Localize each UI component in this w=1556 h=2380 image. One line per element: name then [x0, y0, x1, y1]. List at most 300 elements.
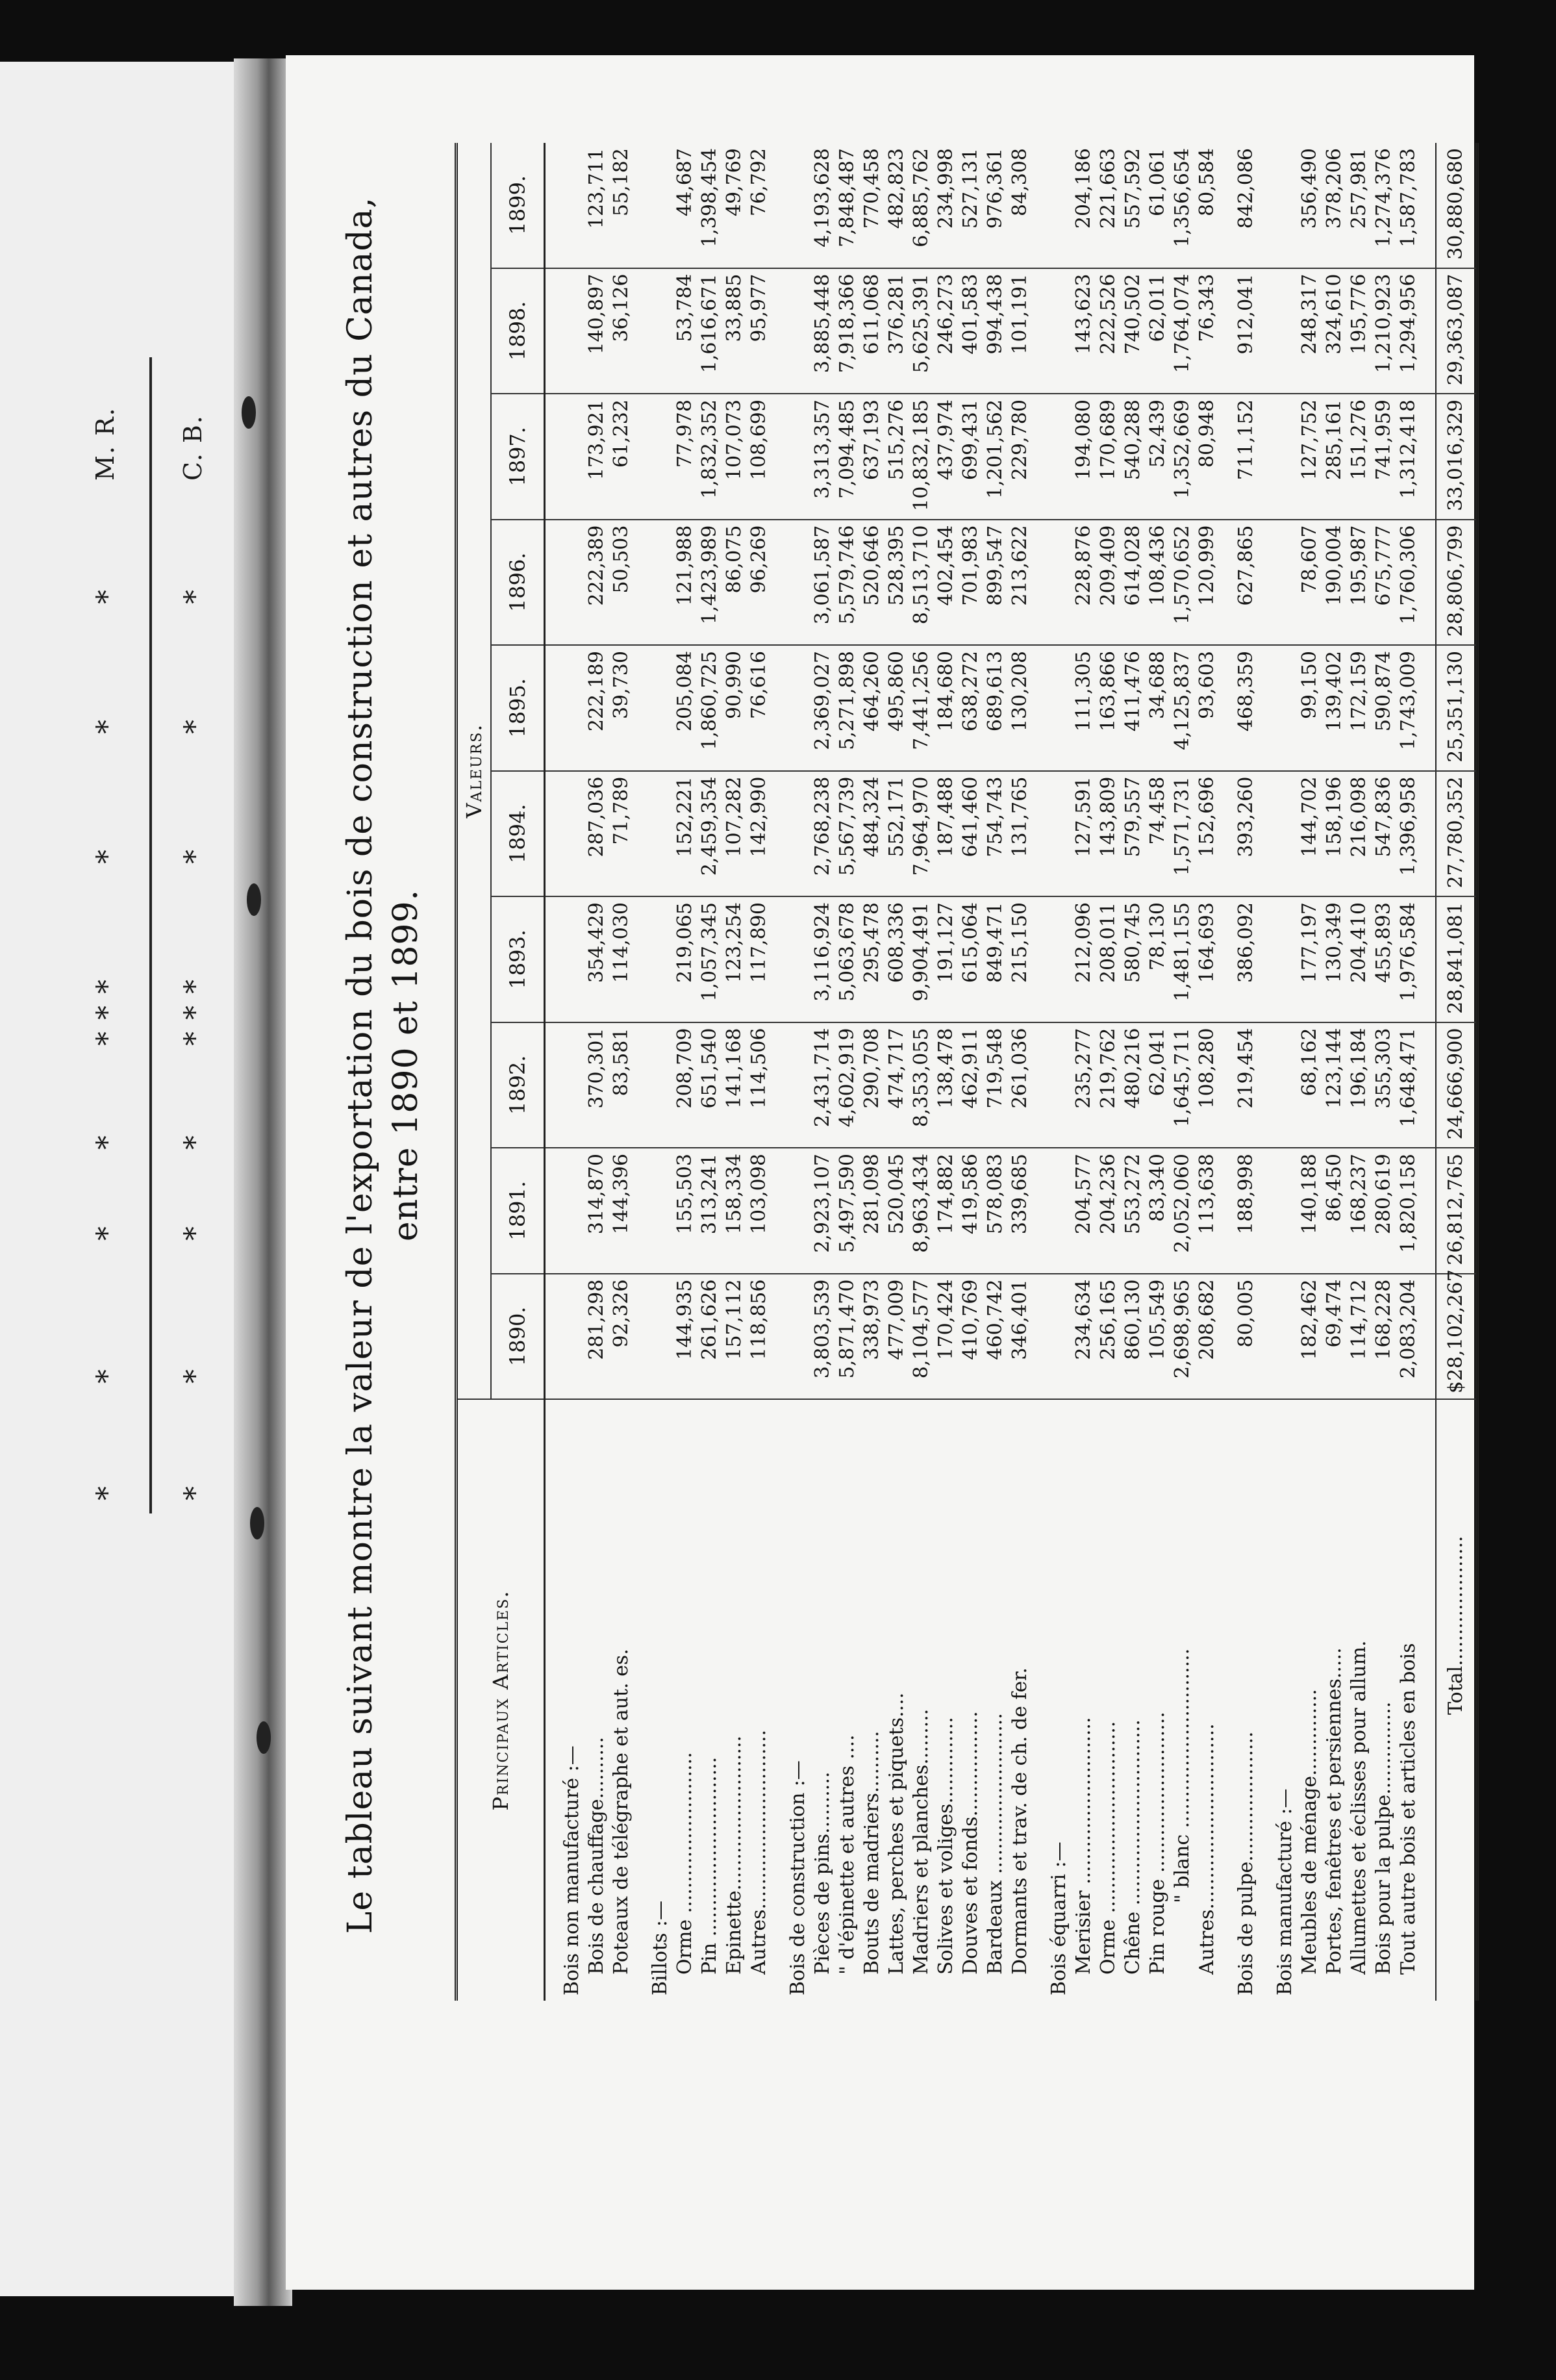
spacer-cell — [545, 645, 560, 771]
spacer-cell — [1220, 771, 1234, 897]
value-cell: 204,236 — [1096, 1148, 1121, 1274]
total-amount: 27,780,352 — [1444, 776, 1467, 889]
value-cell: 212,096 — [1072, 896, 1096, 1022]
value-cell: 701,983 — [959, 520, 983, 646]
spacer-cell — [1220, 645, 1234, 771]
row-label: Solives et voliges.............. — [935, 1717, 957, 1975]
value-cell: 557,592 — [1121, 143, 1146, 268]
spacer-cell — [1259, 520, 1273, 646]
table-row — [560, 143, 584, 2001]
value-cell: 455,893 — [1372, 896, 1396, 1022]
value-cell: 71,789 — [609, 771, 634, 897]
binding-stitch — [250, 1507, 264, 1539]
article-header: Principaux Articles. — [457, 1399, 545, 2001]
value-cell: 62,041 — [1146, 1022, 1170, 1148]
value-cell: 174,882 — [934, 1148, 959, 1274]
value-cell: 69,474 — [1322, 1274, 1347, 1400]
value-cell — [648, 1022, 673, 1148]
value-cell: 770,458 — [860, 143, 885, 268]
value-cell: 5,567,739 — [835, 771, 860, 897]
value-cell: 2,052,060 — [1170, 1148, 1195, 1274]
value-cell: 4,125,837 — [1170, 645, 1195, 771]
value-cell — [1273, 1022, 1298, 1148]
value-cell — [1047, 1274, 1072, 1400]
value-cell — [786, 268, 810, 394]
table-row — [584, 143, 609, 2001]
value-cell: 355,303 — [1372, 1022, 1396, 1148]
value-cell: 55,182 — [609, 143, 634, 268]
row-label: Bardeaux .......................... — [984, 1713, 1007, 1975]
value-cell — [786, 520, 810, 646]
table-row — [959, 143, 983, 2001]
value-cell: 611,068 — [860, 268, 885, 394]
binding-stitch — [247, 883, 261, 916]
value-cell: 6,885,762 — [909, 143, 934, 268]
value-cell: 324,610 — [1322, 268, 1347, 394]
value-cell: 50,503 — [609, 520, 634, 646]
value-cell — [1047, 896, 1072, 1022]
value-cell: 741,959 — [1372, 394, 1396, 520]
value-cell: 1,820,158 — [1396, 1148, 1421, 1274]
value-cell: 257,981 — [1347, 143, 1372, 268]
value-cell: 107,282 — [722, 771, 747, 897]
value-cell: 235,277 — [1072, 1022, 1096, 1148]
value-cell — [1273, 394, 1298, 520]
value-cell: 111,305 — [1072, 645, 1096, 771]
value-cell — [648, 771, 673, 897]
value-cell: 219,762 — [1096, 1022, 1121, 1148]
star: * — [91, 590, 124, 604]
value-cell: 208,682 — [1195, 1274, 1220, 1400]
value-cell: 108,436 — [1146, 520, 1170, 646]
spacer-cell — [1421, 771, 1436, 897]
value-cell: 10,832,185 — [909, 394, 934, 520]
value-cell: 234,998 — [934, 143, 959, 268]
value-cell: 215,150 — [1008, 896, 1033, 1022]
spacer-cell — [545, 771, 560, 897]
spacer-cell — [1033, 394, 1047, 520]
value-cell: 354,429 — [584, 896, 609, 1022]
table-row — [1322, 143, 1347, 2001]
row-label: Epinette......................... — [723, 1735, 746, 1975]
value-cell: 170,689 — [1096, 394, 1121, 520]
value-cell: 182,462 — [1298, 1274, 1322, 1400]
value-cell: 527,131 — [959, 143, 983, 268]
table-row — [1195, 143, 1220, 2001]
value-cell — [786, 1274, 810, 1400]
value-cell: 419,586 — [959, 1148, 983, 1274]
value-cell: 1,587,783 — [1396, 143, 1421, 268]
value-cell: 158,334 — [722, 1148, 747, 1274]
value-cell: 222,389 — [584, 520, 609, 646]
table-row — [673, 143, 697, 2001]
table-row — [1170, 143, 1195, 2001]
currency-symbol: $ — [1444, 1380, 1467, 1394]
star: * — [91, 1006, 124, 1020]
value-cell — [648, 1274, 673, 1400]
value-cell — [1273, 771, 1298, 897]
value-cell: 637,193 — [860, 394, 885, 520]
spacer-cell — [1421, 1399, 1436, 2001]
value-cell: 114,506 — [747, 1022, 772, 1148]
table-row — [885, 143, 909, 2001]
value-cell: 123,711 — [584, 143, 609, 268]
star: * — [91, 1135, 124, 1150]
value-cell: 1,398,454 — [697, 143, 722, 268]
total-value — [1436, 1148, 1477, 1274]
table-title — [338, 110, 429, 2020]
value-cell: 1,057,345 — [697, 896, 722, 1022]
spacer-cell — [1220, 896, 1234, 1022]
value-cell — [786, 394, 810, 520]
value-cell: 976,361 — [983, 143, 1008, 268]
row-label: Allumettes et éclisses pour allum. — [1348, 1640, 1370, 1975]
spacer-cell — [1421, 1022, 1436, 1148]
value-cell — [560, 268, 584, 394]
value-cell: 222,189 — [584, 645, 609, 771]
value-cell: 204,186 — [1072, 143, 1096, 268]
spacer-cell — [545, 520, 560, 646]
spacer-cell — [1259, 394, 1273, 520]
table-row — [909, 143, 934, 2001]
table-row — [810, 143, 835, 2001]
spacer-cell — [1259, 268, 1273, 394]
value-cell: 1,210,923 — [1372, 268, 1396, 394]
row-label: Douves et fonds................. — [959, 1711, 982, 1975]
value-cell: 8,353,055 — [909, 1022, 934, 1148]
value-cell: 547,836 — [1372, 771, 1396, 897]
value-cell — [786, 645, 810, 771]
year-header: 1896. — [491, 520, 545, 646]
table-row — [1072, 143, 1096, 2001]
value-cell: 402,454 — [934, 520, 959, 646]
value-cell: 113,638 — [1195, 1148, 1220, 1274]
value-cell: 83,581 — [609, 1022, 634, 1148]
value-cell: 216,098 — [1347, 771, 1372, 897]
row-label: Dormants et trav. de ch. de fer. — [1009, 1667, 1031, 1975]
total-value — [1436, 1269, 1477, 1400]
value-cell: 96,269 — [747, 520, 772, 646]
value-cell: 39,730 — [609, 645, 634, 771]
value-cell: 468,359 — [1234, 645, 1259, 771]
value-cell: 614,028 — [1121, 520, 1146, 646]
value-cell — [1047, 268, 1072, 394]
value-cell: 899,547 — [983, 520, 1008, 646]
value-cell: 370,301 — [584, 1022, 609, 1148]
value-cell: 638,272 — [959, 645, 983, 771]
spacer-cell — [1259, 143, 1273, 268]
value-cell — [648, 394, 673, 520]
value-cell: 2,923,107 — [810, 1148, 835, 1274]
value-cell: 287,036 — [584, 771, 609, 897]
value-cell: 121,988 — [673, 520, 697, 646]
year-header: 1899. — [491, 143, 545, 268]
value-cell: 295,478 — [860, 896, 885, 1022]
value-cell: 1,312,418 — [1396, 394, 1421, 520]
star: * — [179, 1486, 212, 1500]
row-label: Madriers et planches......... — [910, 1708, 933, 1975]
spacer-cell — [1033, 645, 1047, 771]
spacer-cell — [1259, 1274, 1273, 1400]
value-cell: 7,094,485 — [835, 394, 860, 520]
spacer-cell — [634, 394, 648, 520]
value-cell: 699,431 — [959, 394, 983, 520]
value-cell: 437,974 — [934, 394, 959, 520]
value-cell: 152,696 — [1195, 771, 1220, 897]
spacer-row — [634, 143, 648, 2001]
value-cell: 1,396,958 — [1396, 771, 1421, 897]
table-row — [860, 143, 885, 2001]
value-cell: 78,607 — [1298, 520, 1322, 646]
value-cell: 168,228 — [1372, 1274, 1396, 1400]
value-cell: 339,685 — [1008, 1148, 1033, 1274]
value-cell: 140,897 — [584, 268, 609, 394]
table-row — [1372, 143, 1396, 2001]
value-cell: 80,584 — [1195, 143, 1220, 268]
value-cell: 411,476 — [1121, 645, 1146, 771]
value-cell: 578,083 — [983, 1148, 1008, 1274]
value-cell — [648, 645, 673, 771]
row-label: Autres............................. — [747, 1729, 770, 1975]
row-label: Bouts de madriers.......... — [860, 1730, 883, 1975]
title-line-2: entre 1890 et 1899. — [386, 889, 425, 1242]
fragment-star-row-2 — [179, 357, 218, 1513]
spacer-cell — [545, 143, 560, 268]
total-amount: 25,351,130 — [1444, 651, 1467, 763]
value-cell: 213,622 — [1008, 520, 1033, 646]
value-cell: 1,764,074 — [1170, 268, 1195, 394]
spacer-cell — [772, 268, 786, 394]
label-cb: C. B. — [179, 414, 207, 481]
value-cell: 540,288 — [1121, 394, 1146, 520]
value-cell — [1047, 1022, 1072, 1148]
row-label: Bois de chauffage.......... — [585, 1737, 608, 1975]
value-cell: 410,769 — [959, 1274, 983, 1400]
fragment-rule — [149, 357, 152, 1513]
value-cell: 3,061,587 — [810, 520, 835, 646]
value-cell — [786, 143, 810, 268]
value-cell: 93,603 — [1195, 645, 1220, 771]
value-cell: 651,540 — [697, 1022, 722, 1148]
value-cell: 170,424 — [934, 1274, 959, 1400]
table-row — [1298, 143, 1322, 2001]
row-label: Bois de construction :— — [786, 1760, 809, 1995]
row-label: Pièces de pins.......... — [811, 1771, 834, 1975]
value-cell: 9,904,491 — [909, 896, 934, 1022]
spacer-cell — [545, 394, 560, 520]
value-cell: 1,571,731 — [1170, 771, 1195, 897]
value-cell: 209,409 — [1096, 520, 1121, 646]
value-cell: 4,602,919 — [835, 1022, 860, 1148]
value-cell: 152,221 — [673, 771, 697, 897]
value-cell: 76,616 — [747, 645, 772, 771]
value-cell: 172,159 — [1347, 645, 1372, 771]
value-cell: 3,116,924 — [810, 896, 835, 1022]
value-cell: 1,645,711 — [1170, 1022, 1195, 1148]
value-cell: 3,803,539 — [810, 1274, 835, 1400]
spacer-cell — [634, 143, 648, 268]
value-cell: 194,080 — [1072, 394, 1096, 520]
value-cell: 1,352,669 — [1170, 394, 1195, 520]
spacer-cell — [772, 394, 786, 520]
year-header: 1890. — [491, 1274, 545, 1400]
spacer-cell — [772, 896, 786, 1022]
spacer-cell — [1033, 771, 1047, 897]
spacer-cell — [1259, 896, 1273, 1022]
value-cell: 740,502 — [1121, 268, 1146, 394]
value-cell: 1,423,989 — [697, 520, 722, 646]
value-cell: 52,439 — [1146, 394, 1170, 520]
value-cell: 204,577 — [1072, 1148, 1096, 1274]
value-cell — [560, 1022, 584, 1148]
value-cell: 378,206 — [1322, 143, 1347, 268]
value-cell: 2,369,027 — [810, 645, 835, 771]
spacer-cell — [1033, 1399, 1047, 2001]
spacer-cell — [772, 1399, 786, 2001]
total-amount: 28,841,081 — [1444, 902, 1467, 1014]
spacer-cell — [545, 1022, 560, 1148]
table-row — [1096, 143, 1121, 2001]
value-cell: 99,150 — [1298, 645, 1322, 771]
value-cell: 480,216 — [1121, 1022, 1146, 1148]
star: * — [91, 1369, 124, 1384]
value-cell: 1,832,352 — [697, 394, 722, 520]
star: * — [91, 980, 124, 994]
value-cell — [1273, 143, 1298, 268]
value-cell: 580,745 — [1121, 896, 1146, 1022]
spacer-cell — [1220, 268, 1234, 394]
value-cell: 190,004 — [1322, 520, 1347, 646]
value-cell: 675,777 — [1372, 520, 1396, 646]
star: * — [179, 590, 212, 604]
value-cell: 168,237 — [1347, 1148, 1372, 1274]
spacer-cell — [1421, 268, 1436, 394]
row-label: Pin rouge .......................... — [1146, 1712, 1169, 1975]
value-cell: 191,127 — [934, 896, 959, 1022]
spacer-cell — [545, 268, 560, 394]
value-cell: 1,860,725 — [697, 645, 722, 771]
value-cell: 3,313,357 — [810, 394, 835, 520]
row-label: Bois pour la pulpe............... — [1372, 1701, 1395, 1975]
value-cell: 608,336 — [885, 896, 909, 1022]
value-cell: 860,130 — [1121, 1274, 1146, 1400]
star: * — [91, 1032, 124, 1046]
value-cell: 80,005 — [1234, 1274, 1259, 1400]
spacer-cell — [634, 1399, 648, 2001]
spacer-row — [1421, 143, 1436, 2001]
spacer-row — [1259, 143, 1273, 2001]
value-cell: 4,193,628 — [810, 143, 835, 268]
value-cell: 8,963,434 — [909, 1148, 934, 1274]
value-cell: 158,196 — [1322, 771, 1347, 897]
year-header: 1898. — [491, 268, 545, 394]
total-amount: 24,666,900 — [1444, 1028, 1467, 1140]
value-cell: 290,708 — [860, 1022, 885, 1148]
total-row — [1436, 143, 1477, 2001]
spacer-cell — [772, 645, 786, 771]
table-row — [1121, 143, 1146, 2001]
row-label: Orme .......................... — [673, 1752, 696, 1975]
total-amount: 29,363,087 — [1444, 273, 1467, 386]
value-cell — [786, 896, 810, 1022]
total-value — [1436, 645, 1477, 771]
value-cell: 1,570,652 — [1170, 520, 1195, 646]
title-line-1: Le tableau suivant montre la valeur de l'exportation du bois de construction et autres du Canada, — [341, 196, 380, 1934]
value-cell: 285,161 — [1322, 394, 1347, 520]
spacer-cell — [1421, 520, 1436, 646]
value-cell: 2,768,238 — [810, 771, 835, 897]
value-cell: 228,876 — [1072, 520, 1096, 646]
star: * — [179, 1226, 212, 1241]
value-cell: 314,870 — [584, 1148, 609, 1274]
value-cell — [1047, 520, 1072, 646]
rotated-table-block — [325, 110, 1467, 2020]
spacer-cell — [772, 1148, 786, 1274]
table-row — [697, 143, 722, 2001]
value-cell: 44,687 — [673, 143, 697, 268]
value-cell: 53,784 — [673, 268, 697, 394]
spacer-cell — [1421, 645, 1436, 771]
spacer-cell — [772, 771, 786, 897]
value-cell — [648, 268, 673, 394]
total-amount: 26,812,765 — [1444, 1154, 1467, 1265]
row-label: Autres.............................. — [1196, 1723, 1218, 1975]
value-cell: 484,324 — [860, 771, 885, 897]
value-cell: 195,776 — [1347, 268, 1372, 394]
value-cell: 151,276 — [1347, 394, 1372, 520]
spacer-cell — [1259, 645, 1273, 771]
year-header: 1892. — [491, 1022, 545, 1148]
row-label: Bois équarri :— — [1048, 1842, 1070, 1995]
star: * — [179, 1032, 212, 1046]
value-cell: 123,254 — [722, 896, 747, 1022]
value-cell: 130,208 — [1008, 645, 1033, 771]
value-cell: 127,752 — [1298, 394, 1322, 520]
value-cell: 7,441,256 — [909, 645, 934, 771]
value-cell: 356,490 — [1298, 143, 1322, 268]
value-cell: 84,308 — [1008, 143, 1033, 268]
value-cell: 7,848,487 — [835, 143, 860, 268]
table-body — [545, 143, 1477, 2001]
table-row — [1146, 143, 1170, 2001]
spacer-cell — [1259, 1399, 1273, 2001]
value-cell: 141,168 — [722, 1022, 747, 1148]
value-cell — [560, 896, 584, 1022]
value-cell: 495,860 — [885, 645, 909, 771]
header-row-top — [457, 143, 492, 2001]
value-cell: 261,626 — [697, 1274, 722, 1400]
value-cell: 163,866 — [1096, 645, 1121, 771]
year-header: 1897. — [491, 394, 545, 520]
value-cell: 346,401 — [1008, 1274, 1033, 1400]
year-header: 1894. — [491, 771, 545, 897]
value-cell: 33,885 — [722, 268, 747, 394]
label-mr: M. R. — [91, 407, 119, 481]
row-label: Pin ............................. — [698, 1756, 721, 1975]
value-cell: 208,011 — [1096, 896, 1121, 1022]
spacer-row — [772, 143, 786, 2001]
value-cell: 474,717 — [885, 1022, 909, 1148]
spacer-cell — [1033, 1148, 1047, 1274]
star: * — [179, 850, 212, 864]
star: * — [91, 1486, 124, 1500]
values-header: Valeurs. — [457, 143, 492, 1399]
value-cell: 188,998 — [1234, 1148, 1259, 1274]
value-cell: 78,130 — [1146, 896, 1170, 1022]
value-cell: 590,874 — [1372, 645, 1396, 771]
value-cell: 114,712 — [1347, 1274, 1372, 1400]
value-cell: 155,503 — [673, 1148, 697, 1274]
